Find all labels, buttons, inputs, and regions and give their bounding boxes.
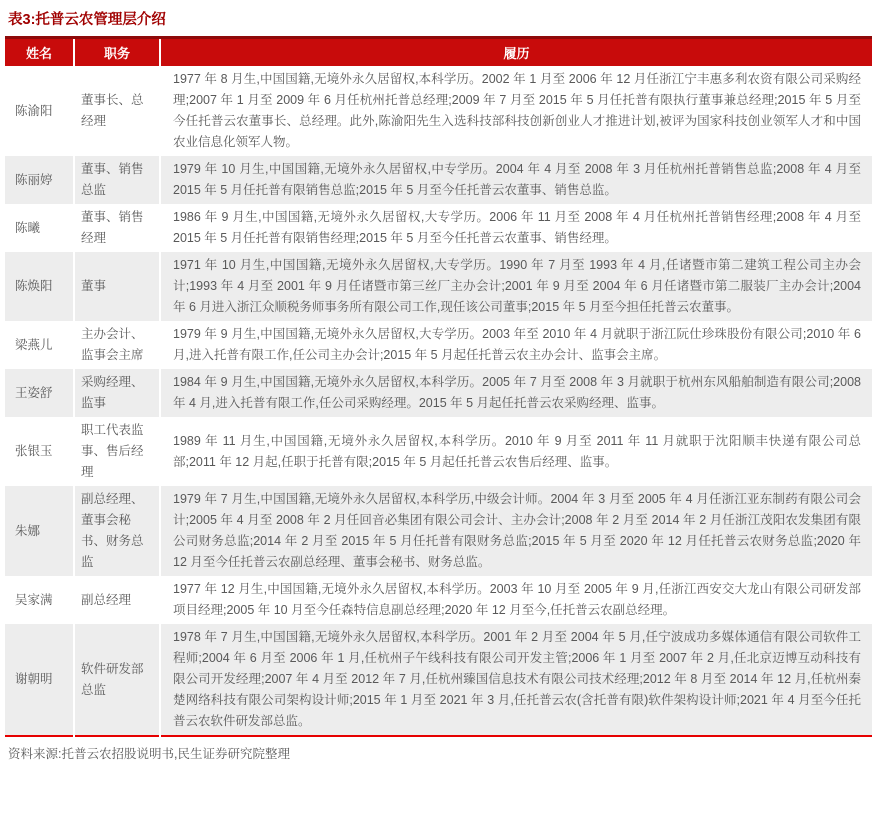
source-note: 资料来源:托普云农招股说明书,民生证券研究院整理: [8, 747, 290, 761]
cell-name: 陈丽婷: [15, 172, 53, 187]
cell-position: 副总经理、董事会秘书、财务总监: [74, 486, 160, 576]
cell-resume: 1989 年 11 月生,中国国籍,无境外永久居留权,本科学历。2010 年 9 月至 2011 年 11 月就职于沈阳顺丰快递有限公司总部;2011 年 12 月起,任职于托普有限;2015 年 5 月起任托普云农售后经理、监事。: [160, 417, 872, 486]
table-row: [5, 321, 872, 369]
management-table: [5, 36, 872, 737]
cell-position: 董事长、总经理: [74, 66, 160, 156]
cell-name: 陈渝阳: [15, 103, 53, 118]
cell-position: 董事、销售经理: [74, 204, 160, 252]
table-row: [5, 369, 872, 417]
cell-resume: 1986 年 9 月生,中国国籍,无境外永久居留权,大专学历。2006 年 11 月至 2008 年 4 月任杭州托普销售经理;2008 年 4 月至 2015 年 5 月任托普有限销售经理;2015 年 5 月至今任托普云农董事、销售经理。: [160, 204, 872, 252]
table-body: [5, 66, 872, 736]
cell-name: 吴家满: [15, 592, 53, 607]
table-title: 表3:托普云农管理层介绍: [8, 12, 166, 28]
cell-position: 副总经理: [74, 576, 160, 624]
cell-resume: 1984 年 9 月生,中国国籍,无境外永久居留权,本科学历。2005 年 7 月至 2008 年 3 月就职于杭州东风船舶制造有限公司;2008 年 4 月,进入托普有限工作,任公司采购经理。2015 年 5 月起任托普云农采购经理、监事。: [160, 369, 872, 417]
table-row: [5, 204, 872, 252]
cell-name: 谢朝明: [15, 672, 53, 686]
table-header-row: [5, 38, 872, 67]
cell-name: 张银玉: [15, 444, 53, 458]
cell-resume: 1977 年 8 月生,中国国籍,无境外永久居留权,本科学历。2002 年 1 月至 2006 年 12 月任浙江宁丰惠多利农资有限公司采购经理;2007 年 1 月至 2009 年 6 月任杭州托普总经理;2009 年 7 月至 2015 年 5 月任托普有限执行董事兼总经理;2015 年 5 月至今任托普云农董事长、总经理。此外,陈渝阳先生入选科技部科技创新创业人才推进计划,被评为国家科技创业领军人才和中国农业信息化领军人物。: [160, 66, 872, 156]
cell-resume: 1977 年 12 月生,中国国籍,无境外永久居留权,本科学历。2003 年 10 月至 2005 年 9 月,任浙江西安交大龙山有限公司研发部项目经理;2005 年 10 月至今任森特信息副总经理;2020 年 12 月至今,任托普云农副总经理。: [160, 576, 872, 624]
cell-name: 陈曦: [15, 220, 41, 235]
table-row: [5, 66, 872, 156]
cell-position: 董事: [74, 252, 160, 321]
cell-resume: 1979 年 7 月生,中国国籍,无境外永久居留权,本科学历,中级会计师。2004 年 3 月至 2005 年 4 月任浙江亚东制药有限公司会计;2005 年 4 月至 2008 年 2 月任回音必集团有限公司会计、主办会计;2008 年 2 月至 2014 年 2 月任浙江茂阳农发集团有限公司财务总监;2014 年 2 月至 2015 年 5 月任托普有限财务总监;2015 年 5 月至 2020 年 12 月任托普云农财务总监;2020 年 12 月至今任托普云农副总经理、董事会秘书、财务总监。: [160, 486, 872, 576]
cell-resume: 1978 年 7 月生,中国国籍,无境外永久居留权,本科学历。2001 年 2 月至 2004 年 5 月,任宁波成功多媒体通信有限公司软件工程师;2004 年 6 月至 2006 年 1 月,任杭州子午线科技有限公司开发主管;2006 年 1 月至 2007 年 2 月,任北京迈博互动科技有限公司开发经理;2007 年 4 月至 2012 年 7 月,任杭州臻国信息技术有限公司技术经理;2012 年 8 月至 2014 年 12 月,任杭州秦楚网络科技有限公司架构设计师;2015 年 1 月至 2021 年 3 月,任托普云农(含托普有限)软件架构设计师;2021 年 4 月至今任托普云农软件研发部总监。: [160, 624, 872, 736]
table-row: [5, 624, 872, 736]
cell-position: 职工代表监事、售后经理: [74, 417, 160, 486]
table-row: [5, 156, 872, 204]
table-row: [5, 417, 872, 486]
cell-position: 董事、销售总监: [74, 156, 160, 204]
table-row: [5, 486, 872, 576]
cell-resume: 1979 年 10 月生,中国国籍,无境外永久居留权,中专学历。2004 年 4 月至 2008 年 3 月任杭州托普销售总监;2008 年 4 月至 2015 年 5 月任托普有限销售总监;2015 年 5 月至今任托普云农董事、销售总监。: [160, 156, 872, 204]
cell-position: 采购经理、监事: [74, 369, 160, 417]
table-row: [5, 252, 872, 321]
cell-position: 软件研发部总监: [74, 624, 160, 736]
cell-resume: 1971 年 10 月生,中国国籍,无境外永久居留权,大专学历。1990 年 7 月至 1993 年 4 月,任诸暨市第二建筑工程公司主办会计;1993 年 4 月至 2001 年 9 月任诸暨市第三丝厂主办会计;2001 年 9 月至 2004 年 6 月任诸暨市第二服装厂主办会计;2004 年 6 月进入浙江众顺税务师事务所有限公司工作,现任该公司董事;2015 年 5 月至今担任托普云农董事。: [160, 252, 872, 321]
table-row: [5, 576, 872, 624]
column-header-name: 姓名: [5, 38, 74, 67]
column-header-position: 职务: [74, 38, 160, 67]
cell-name: 王姿舒: [15, 385, 53, 400]
cell-resume: 1979 年 9 月生,中国国籍,无境外永久居留权,大专学历。2003 年至 2010 年 4 月就职于浙江阮仕珍珠股份有限公司;2010 年 6 月,进入托普有限工作,任公司主办会计;2015 年 5 月起任托普云农主办会计、监事会主席。: [160, 321, 872, 369]
cell-name: 梁燕儿: [15, 337, 53, 352]
column-header-resume: 履历: [160, 38, 872, 67]
cell-position: 主办会计、监事会主席: [74, 321, 160, 369]
cell-name: 朱娜: [15, 523, 41, 538]
cell-name: 陈焕阳: [15, 279, 53, 293]
